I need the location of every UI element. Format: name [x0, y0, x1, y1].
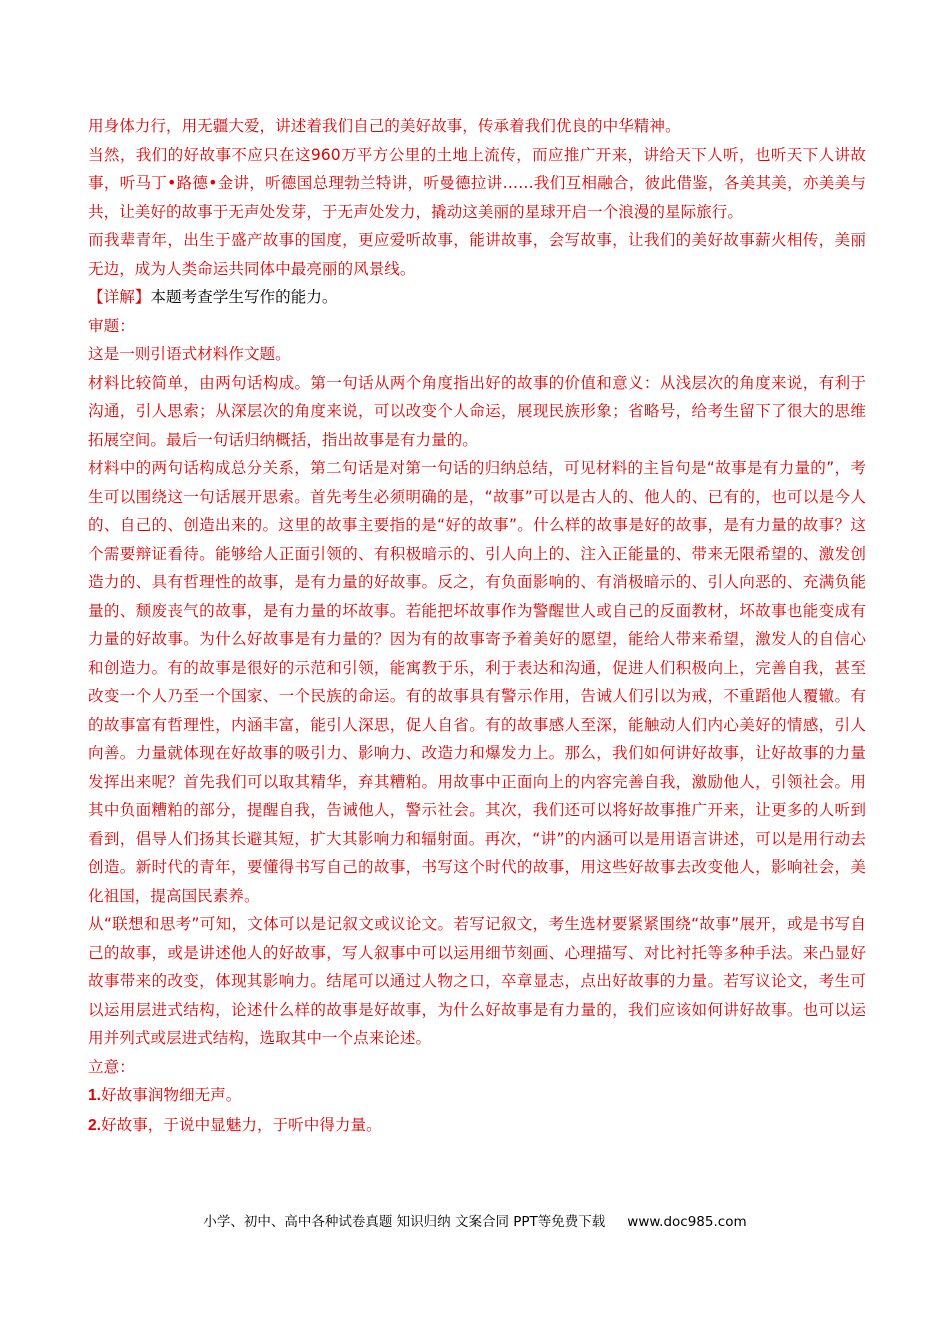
- analysis-heading-liyi: 立意：: [88, 1057, 135, 1076]
- page-footer: [0, 1210, 950, 1230]
- analysis-paragraph: 从“联想和思考”可知，文体可以是记叙文或议论文。若写记叙文，考生选材要紧紧围绕“故事”展开，或是书写自己的故事，或是讲述他人的好故事，写人叙事中可以运用细节刻画、心理描写、对比衬托等多种手法。来凸显好故事带来的改变，体现其影响力。结尾可以通过人物之口，卒章显志，点出好故事的力量。若写议论文，考生可以运用层进式结构，论述什么样的故事是好故事，为什么好故事是有力量的，我们应该如何讲好故事。也可以运用并列式或层进式结构，选取其中一个点来论述。: [88, 915, 866, 1047]
- analysis-paragraph: 材料比较简单，由两句话构成。第一句话从两个角度指出好的故事的价值和意义：从浅层次的角度来说，有利于沟通，引人思索；从深层次的角度来说，可以改变个人命运，展现民族形象；省略号，给考生留下了很大的思维拓展空间。最后一句话归纳概括，指出故事是有力量的。: [88, 373, 866, 449]
- detail-tag: 【详解】: [88, 288, 151, 306]
- detail-paragraph: [88, 283, 866, 312]
- idea-text: 好故事润物细无声。: [101, 1086, 242, 1104]
- analysis-paragraph: 这是一则引语式材料作文题。: [88, 345, 291, 363]
- essay-paragraph: 用身体力行，用无疆大爱，讲述着我们自己的美好故事，传承着我们优良的中华精神。: [88, 117, 681, 135]
- idea-text: 好故事，于说中显魅力，于听中得力量。: [101, 1115, 382, 1134]
- idea-item: [88, 1111, 866, 1141]
- analysis-heading-shenti: 审题：: [88, 316, 135, 335]
- essay-paragraph: 当然，我们的好故事不应只在这960万平方公里的土地上流传，而应推广开来，讲给天下人听，也听天下人讲故事，听马丁•路德•金讲，听德国总理勃兰特讲，听曼德拉讲……我们互相融合，彼此借鉴，各美其美，亦美美与共，让美好的故事于无声处发芽，于无声处发力，撬动这美丽的星球开启一个浪漫的星际旅行。: [88, 145, 866, 221]
- analysis-paragraph: 材料中的两句话构成总分关系，第二句话是对第一句话的归纳总结，可见材料的主旨句是“故事是有力量的”，考生可以围绕这一句话展开思索。首先考生必须明确的是，“故事”可以是古人的、他人的、已有的，也可以是今人的、自己的、创造出来的。这里的故事主要指的是“好的故事”。什么样的故事是好的故事，是有力量的故事？这个需要辩证看待。能够给人正面引领的、有积极暗示的、引人向上的、注入正能量的、带来无限希望的、激发创造力的、具有哲理性的故事，是有力量的好故事。反之，有负面影响的、有消极暗示的、引人向恶的、充满负能量的、颓废丧气的故事，是有力量的坏故事。若能把坏故事作为警醒世人或自己的反面教材，坏故事也能变成有力量的好故事。为什么好故事是有力量的？因为有的故事寄予着美好的愿望，能给人带来希望，激发人的自信心和创造力。有的故事是很好的示范和引领，能寓教于乐，利于表达和沟通，促进人们积极向上，完善自我，甚至改变一个人乃至一个国家、一个民族的命运。有的故事具有警示作用，告诫人们引以为戒，不重蹈他人覆辙。有的故事富有哲理性，内涵丰富，能引人深思，促人自省。有的故事感人至深，能触动人们内心美好的情感，引人向善。力量就体现在好故事的吸引力、影响力、改造力和爆发力上。那么，我们如何讲好故事，让好故事的力量发挥出来呢？首先我们可以取其精华，弃其糟粕。用故事中正面向上的内容完善自我，激励他人，引领社会。用其中负面糟粕的部分，提醒自我，告诫他人，警示社会。其次，我们还可以将好故事推广开来，让更多的人听到看到，倡导人们扬其长避其短，扩大其影响力和辐射面。再次，“讲”的内涵可以是用语言讲述，可以是用行动去创造。新时代的青年，要懂得书写自己的故事，书写这个时代的故事，用这些好故事去改变他人，影响社会，美化祖国，提高国民素养。: [88, 459, 866, 905]
- document-body: [88, 112, 866, 1140]
- essay-paragraph: 而我辈青年，出生于盛产故事的国度，更应爱听故事，能讲故事，会写故事，让我们的美好故事薪火相传，美丽无边，成为人类命运共同体中最亮丽的风景线。: [88, 231, 866, 278]
- idea-number: 2.: [88, 1116, 102, 1134]
- idea-number: 1.: [88, 1087, 102, 1104]
- detail-text: 本题考查学生写作的能力。: [150, 288, 338, 306]
- footer-site-link[interactable]: www.doc985.com: [627, 1214, 747, 1230]
- idea-item: [88, 1081, 866, 1111]
- footer-text: 小学、初中、高中各种试卷真题 知识归纳 文案合同 PPT等免费下载: [203, 1214, 606, 1230]
